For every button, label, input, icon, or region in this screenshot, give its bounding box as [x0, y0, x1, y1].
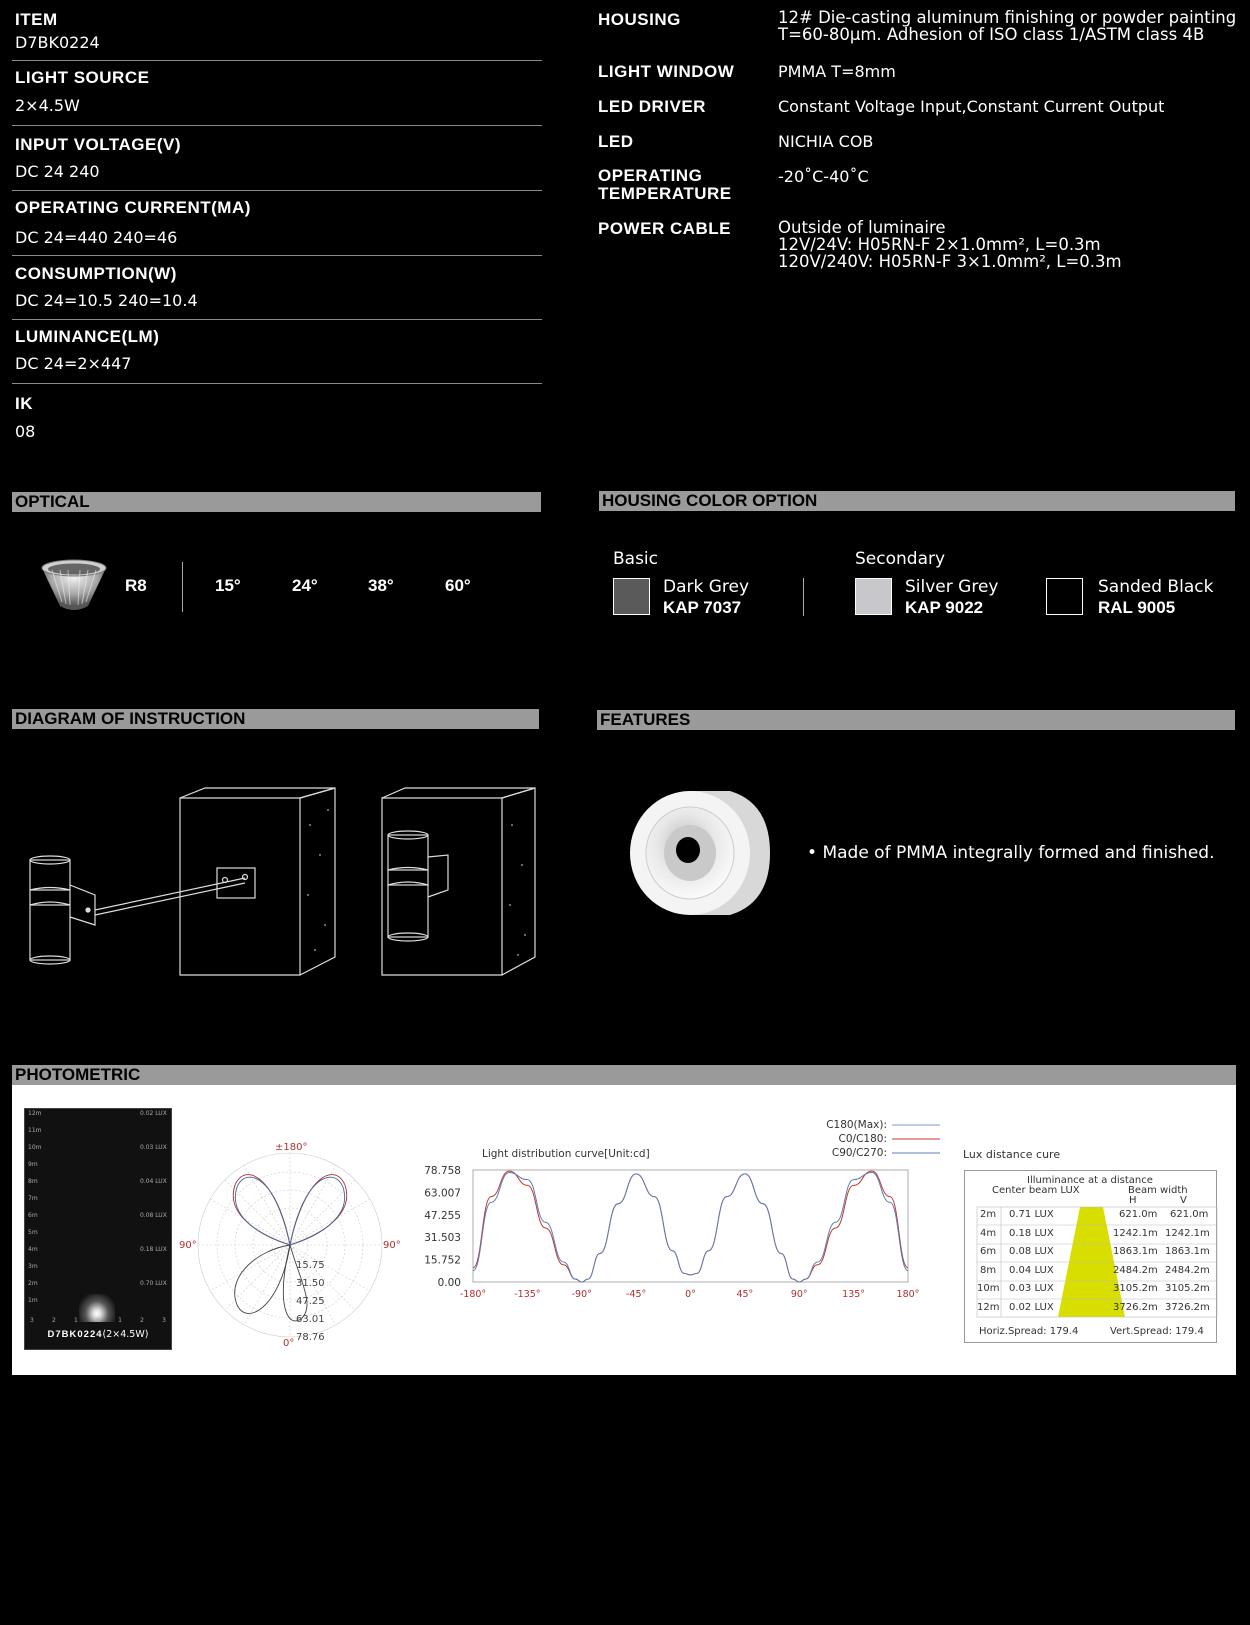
color-basic-label: Basic: [613, 549, 659, 569]
lux-row-distance: 8m: [980, 1265, 997, 1276]
line-chart-title: Light distribution curve[Unit:cd]: [482, 1148, 650, 1160]
beam-angle-60: 60°: [445, 576, 471, 595]
section-diagram: DIAGRAM OF INSTRUCTION: [12, 709, 539, 729]
color-code-dark-grey: KAP 7037: [663, 598, 742, 617]
chart-legend: [815, 1118, 887, 1160]
y-tick-label: 78.758: [424, 1165, 461, 1177]
x-tick: 1: [118, 1317, 122, 1324]
legend-item: C90/C270:: [831, 1147, 887, 1159]
polar-ring: 47.25: [296, 1296, 325, 1307]
lux-header-1: Illuminance at a distance: [1027, 1175, 1153, 1186]
spec-label-operating-current: OPERATING CURRENT(MA): [15, 198, 251, 217]
lux-distance-table: [964, 1170, 1217, 1343]
x-tick: 2: [52, 1317, 56, 1324]
spec-value-power-cable: [778, 219, 1122, 270]
lux-row-v: 3726.2m: [1165, 1302, 1210, 1313]
divider: [12, 125, 542, 126]
lux-header-h: H: [1129, 1195, 1137, 1206]
divider: [12, 60, 542, 61]
lux-row-distance: 10m: [977, 1283, 1000, 1294]
polar-ring: 78.76: [296, 1332, 325, 1343]
divider: [12, 383, 542, 384]
polar-left-label: 90°: [179, 1240, 197, 1251]
height-tick: 1m: [28, 1297, 38, 1304]
swatch-silver-grey[interactable]: [855, 578, 892, 615]
x-tick: 3: [30, 1317, 34, 1324]
polar-ring: 31.50: [296, 1278, 325, 1289]
color-name-silver-grey: Silver Grey: [905, 577, 999, 597]
section-features: FEATURES: [597, 710, 1235, 730]
beam-angle-15: 15°: [215, 576, 241, 595]
x-tick-label: 45°: [736, 1289, 754, 1300]
reflector-icon: [38, 558, 110, 614]
lux-row-distance: 4m: [980, 1228, 997, 1239]
polar-right-label: 90°: [383, 1240, 401, 1251]
spec-label-input-voltage: INPUT VOLTAGE(V): [15, 135, 182, 154]
lux-distance-title: Lux distance cure: [963, 1148, 1061, 1161]
height-tick: 10m: [28, 1144, 42, 1151]
lux-tick: 0.08 LUX: [140, 1212, 167, 1219]
x-tick-label: -180°: [459, 1289, 487, 1300]
spec-value-led-driver: Constant Voltage Input,Constant Current Output: [778, 97, 1165, 116]
spec-label-led-driver: LED DRIVER: [598, 97, 706, 116]
lux-row-lux: 0.02 LUX: [1009, 1302, 1054, 1313]
spec-value-input-voltage: DC 24 240: [15, 162, 100, 181]
spec-label-led: LED: [598, 132, 634, 151]
x-tick: 0: [96, 1317, 100, 1324]
spec-label-light-window: LIGHT WINDOW: [598, 62, 735, 81]
x-tick-label: 180°: [896, 1289, 920, 1300]
spec-value-ik: 08: [15, 422, 36, 441]
x-tick-label: -45°: [625, 1289, 647, 1300]
height-tick: 3m: [28, 1263, 38, 1270]
color-name-sanded-black: Sanded Black: [1098, 577, 1214, 597]
lux-tick: 0.02 LUX: [140, 1110, 167, 1117]
spec-value-operating-current: DC 24=440 240=46: [15, 228, 178, 247]
lux-row-h: 621.0m: [1119, 1209, 1158, 1220]
x-tick: 2: [140, 1317, 144, 1324]
height-tick: 5m: [28, 1229, 38, 1236]
spec-value-operating-temperature: -20˚C-40˚C: [778, 167, 869, 186]
spec-label-housing: HOUSING: [598, 10, 681, 29]
x-tick-label: -135°: [514, 1289, 541, 1300]
lux-header-3: Beam width: [1128, 1185, 1188, 1196]
color-secondary-label: Secondary: [855, 549, 946, 569]
lux-strip-model: D7BK0224: [47, 1329, 103, 1340]
feature-text: Made of PMMA integrally formed and finished.: [822, 843, 1215, 863]
lux-row-lux: 0.08 LUX: [1009, 1246, 1054, 1257]
lux-row-h: 1242.1m: [1113, 1228, 1158, 1239]
lux-tick: 0.18 LUX: [140, 1246, 167, 1253]
legend-item: C180(Max):: [826, 1119, 887, 1131]
polar-ring: 15.75: [296, 1260, 325, 1271]
lux-row-distance: 2m: [980, 1209, 997, 1220]
color-code-silver-grey: KAP 9022: [905, 598, 984, 617]
lux-strip: [24, 1108, 172, 1350]
color-code-sanded-black: RAL 9005: [1098, 598, 1176, 617]
lux-row-h: 1863.1m: [1113, 1246, 1158, 1257]
lux-strip-spec: (2×4.5W): [102, 1329, 149, 1340]
spec-value-luminance: DC 24=2×447: [15, 354, 132, 373]
y-tick-label: 47.255: [424, 1209, 461, 1222]
y-tick-label: 63.007: [424, 1187, 461, 1200]
light-distribution-chart: [418, 1160, 948, 1360]
lux-strip-x-ticks: [30, 1317, 166, 1324]
height-tick: 7m: [28, 1195, 38, 1202]
y-tick-label: 31.503: [424, 1232, 461, 1245]
lux-row-h: 3105.2m: [1113, 1283, 1158, 1294]
lux-row-v: 1242.1m: [1165, 1228, 1210, 1239]
height-tick: 12m: [28, 1110, 42, 1117]
color-divider: [803, 578, 804, 616]
beam-angle-24: 24°: [292, 576, 318, 595]
divider: [12, 319, 542, 320]
section-photometric: PHOTOMETRIC: [12, 1065, 1236, 1085]
lux-row-distance: 12m: [977, 1302, 1000, 1313]
lux-strip-caption: [25, 1329, 171, 1340]
x-tick-label: -90°: [571, 1289, 592, 1300]
spec-label-power-cable: POWER CABLE: [598, 219, 731, 238]
polar-top-label: ±180°: [275, 1142, 308, 1153]
spec-value-light-window: PMMA T=8mm: [778, 62, 896, 81]
optical-divider: [182, 562, 183, 612]
height-tick: 6m: [28, 1212, 38, 1219]
height-tick: 2m: [28, 1280, 38, 1287]
series-line-0: [473, 1171, 908, 1282]
cable-line-1: Outside of luminaire: [778, 218, 946, 237]
installation-diagram: [20, 785, 540, 985]
lux-row-v: 1863.1m: [1165, 1246, 1210, 1257]
spec-value-housing: [778, 9, 1236, 43]
lux-tick: 0.03 LUX: [140, 1144, 167, 1151]
lux-header-v: V: [1180, 1195, 1187, 1206]
op-temp-label-2: TEMPERATURE: [598, 184, 732, 203]
swatch-dark-grey[interactable]: [613, 578, 650, 615]
x-tick-label: 135°: [842, 1289, 866, 1300]
cable-line-3: 120V/240V: H05RN-F 3×1.0mm², L=0.3m: [778, 252, 1122, 271]
cable-line-2: 12V/24V: H05RN-F 2×1.0mm², L=0.3m: [778, 235, 1101, 254]
x-tick-label: 0°: [685, 1289, 696, 1300]
spec-label-consumption: CONSUMPTION(W): [15, 264, 177, 283]
lens-icon: [620, 788, 772, 918]
height-tick: 11m: [28, 1127, 42, 1134]
housing-line-1: 12# Die-casting aluminum finishing or powder painting: [778, 8, 1237, 27]
spec-label-ik: IK: [15, 394, 33, 413]
section-optical: OPTICAL: [12, 492, 541, 512]
legend-item: C0/C180:: [838, 1133, 887, 1145]
housing-line-2: T=60-80μm. Adhesion of ISO class 1/ASTM class 4B: [778, 25, 1205, 44]
polar-ring-values: [296, 1257, 356, 1347]
spec-value-consumption: DC 24=10.5 240=10.4: [15, 291, 198, 310]
x-tick-label: 90°: [790, 1289, 808, 1300]
spec-value-item: D7BK0224: [15, 33, 100, 52]
lux-row-lux: 0.71 LUX: [1009, 1209, 1054, 1220]
swatch-sanded-black[interactable]: [1046, 578, 1083, 615]
lux-tick: 0.70 LUX: [140, 1280, 167, 1287]
horiz-spread: Horiz.Spread: 179.4: [979, 1326, 1079, 1337]
polar-ring: 63.01: [296, 1314, 325, 1325]
x-tick: 1: [74, 1317, 78, 1324]
spec-label-luminance: LUMINANCE(LM): [15, 327, 160, 346]
color-name-dark-grey: Dark Grey: [663, 577, 750, 597]
divider: [12, 190, 542, 191]
x-tick: 3: [162, 1317, 166, 1324]
op-temp-label-1: OPERATING: [598, 166, 703, 185]
lux-row-v: 2484.2m: [1165, 1265, 1210, 1276]
lux-row-h: 2484.2m: [1113, 1265, 1158, 1276]
height-tick: 9m: [28, 1161, 38, 1168]
lux-row-lux: 0.03 LUX: [1009, 1283, 1054, 1294]
legend-swatches: [892, 1118, 942, 1160]
spec-value-light-source: 2×4.5W: [15, 96, 80, 115]
plot-frame: [473, 1170, 908, 1282]
height-tick: 8m: [28, 1178, 38, 1185]
lux-row-lux: 0.04 LUX: [1009, 1265, 1054, 1276]
lux-row-v: 621.0m: [1170, 1209, 1209, 1220]
lux-header-2: Center beam LUX: [992, 1185, 1080, 1196]
feature-item: • Made of PMMA integrally formed and finished.: [807, 843, 1215, 863]
divider: [12, 255, 542, 256]
y-tick-label: 0.00: [437, 1277, 461, 1289]
lux-row-v: 3105.2m: [1165, 1283, 1210, 1294]
vert-spread: Vert.Spread: 179.4: [1110, 1326, 1204, 1337]
spec-label-operating-temperature: [598, 167, 732, 203]
series-line-1: [473, 1173, 908, 1283]
beam-angle-38: 38°: [368, 576, 394, 595]
spec-label-item: ITEM: [15, 10, 58, 29]
y-tick-label: 15.752: [424, 1254, 461, 1267]
height-tick: 4m: [28, 1246, 38, 1253]
lux-row-distance: 6m: [980, 1246, 997, 1257]
spec-value-led: NICHIA COB: [778, 132, 874, 151]
reflector-label: R8: [125, 576, 147, 595]
lux-row-lux: 0.18 LUX: [1009, 1228, 1054, 1239]
section-housing-color: HOUSING COLOR OPTION: [599, 491, 1235, 511]
lux-tick: 0.04 LUX: [140, 1178, 167, 1185]
polar-bottom-label: 0°: [283, 1338, 295, 1349]
spec-label-light-source: LIGHT SOURCE: [15, 68, 150, 87]
lux-row-h: 3726.2m: [1113, 1302, 1158, 1313]
